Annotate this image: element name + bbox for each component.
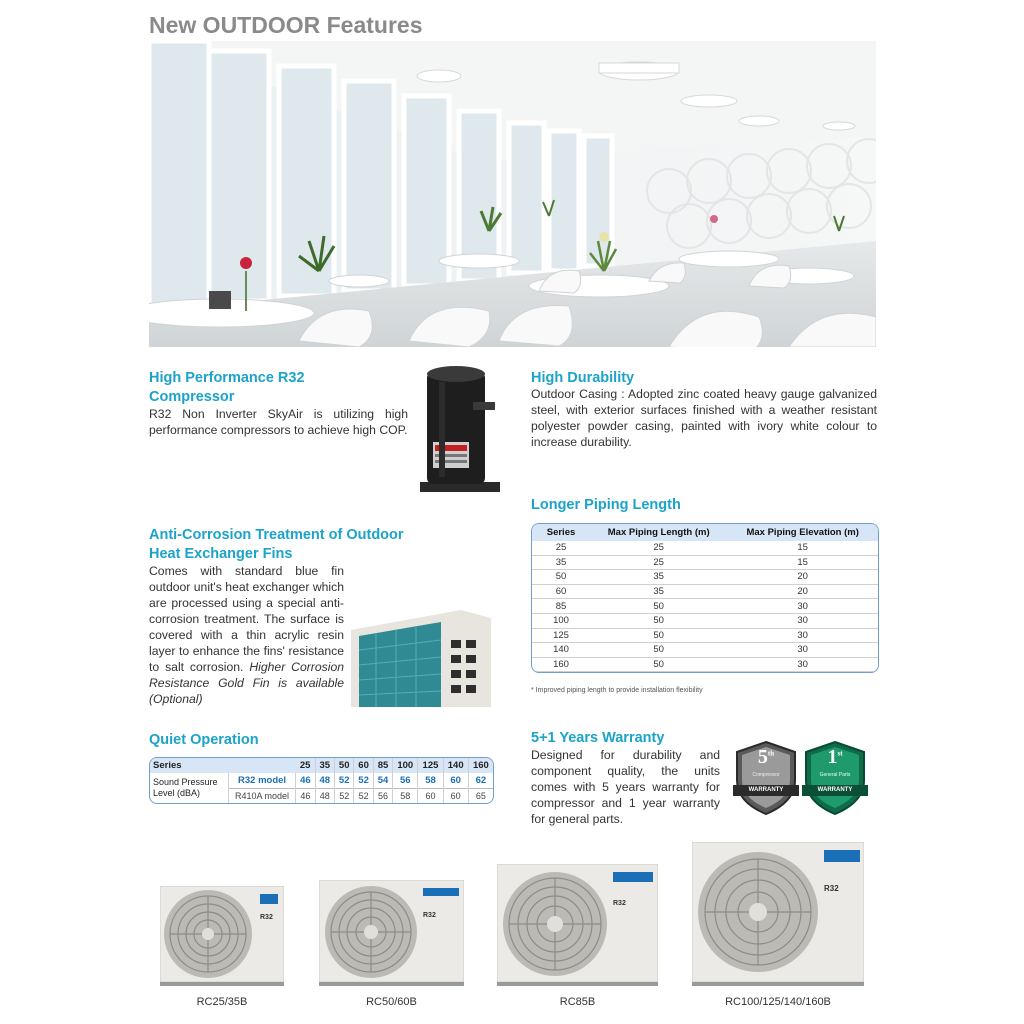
- quiet-value: 58: [393, 789, 418, 804]
- cell: 125: [532, 628, 590, 643]
- cell: 50: [590, 628, 727, 643]
- piping-table-header: [532, 524, 878, 541]
- warranty-badge1-sup: th: [767, 749, 775, 758]
- cell: 25: [590, 541, 727, 555]
- quiet-header-row: [150, 758, 493, 773]
- cell: 140: [532, 643, 590, 658]
- quiet-series: 35: [315, 758, 334, 773]
- quiet-value: 60: [443, 773, 468, 789]
- quiet-value: 56: [393, 773, 418, 789]
- cell: 100: [532, 613, 590, 628]
- quiet-series: 85: [373, 758, 392, 773]
- cell: 25: [590, 555, 727, 570]
- compressor-heading: [149, 369, 389, 407]
- cell: 15: [727, 555, 878, 570]
- durability-heading: High Durability: [531, 370, 635, 386]
- product-badge: R32: [824, 884, 839, 893]
- product-caption: RC25/35B: [196, 996, 248, 1008]
- quiet-series: 125: [418, 758, 443, 773]
- product-badge: R32: [260, 914, 273, 921]
- quiet-series-label: Series: [150, 758, 296, 773]
- quiet-value: 56: [373, 789, 392, 804]
- quiet-r32-label: R32 model: [228, 773, 295, 789]
- corrosion-heading-line1: Anti-Corrosion Treatment of Outdoor: [149, 527, 404, 543]
- quiet-value: 48: [315, 789, 334, 804]
- quiet-value: 60: [443, 789, 468, 804]
- table-row: [532, 628, 878, 643]
- warranty-heading: 5+1 Years Warranty: [531, 730, 665, 746]
- quiet-value: 46: [296, 789, 315, 804]
- table-row: [532, 643, 878, 658]
- product-caption: RC50/60B: [366, 996, 417, 1008]
- quiet-value: 65: [475, 791, 486, 801]
- cell: 20: [727, 570, 878, 585]
- quiet-value: 52: [354, 773, 373, 789]
- warranty-badge2-sup: st: [837, 749, 843, 758]
- durability-text: Outdoor Casing : Adopted zinc coated heavy gauge galvanized steel, with exterior surfaces finished with a weather resistant polyester powder casing, painted with ivory white colour to increase durability.: [531, 387, 877, 449]
- quiet-table: [149, 757, 494, 804]
- product-caption: RC85B: [559, 996, 596, 1008]
- quiet-value: 52: [335, 773, 354, 789]
- cell: 60: [532, 584, 590, 599]
- product-badge: R32: [423, 912, 436, 919]
- quiet-value: 62: [475, 775, 487, 786]
- cell: 160: [532, 657, 590, 672]
- product-badge: R32: [613, 900, 626, 907]
- cell: 85: [532, 599, 590, 614]
- compressor-heading-line2: Compressor: [149, 389, 235, 405]
- quiet-series: 50: [335, 758, 354, 773]
- hero-restaurant-image: [149, 41, 876, 347]
- quiet-row-label: [150, 773, 228, 803]
- cell: 30: [727, 599, 878, 614]
- corrosion-optional-note: Higher Corrosion Resistance Gold Fin is available (Optional): [149, 660, 344, 706]
- product-unit-rc100-160b: [692, 842, 864, 986]
- table-row: [532, 657, 878, 672]
- heat-exchanger-image: [351, 610, 491, 707]
- quiet-series: 160: [468, 758, 493, 773]
- quiet-value: 48: [315, 773, 334, 789]
- warranty-text: Designed for durability and component quality, the units comes with 5 years warranty for compressor and 1 year warranty for general parts.: [531, 748, 720, 826]
- warranty-badge-compressor: [733, 740, 799, 816]
- corrosion-heading: [149, 526, 449, 564]
- cell: 30: [727, 613, 878, 628]
- quiet-value: 52: [335, 789, 354, 804]
- cell: 30: [727, 628, 878, 643]
- warranty-badge2-ribbon: WARRANTY: [817, 787, 853, 793]
- cell: 30: [727, 643, 878, 658]
- warranty-badge1-ribbon: WARRANTY: [748, 787, 784, 793]
- product-unit-rc25-35b: [160, 886, 284, 986]
- piping-col-length: Max Piping Length (m): [590, 524, 727, 541]
- cell: 50: [590, 599, 727, 614]
- compressor-text: R32 Non Inverter SkyAir is utilizing high performance compressors to achieve high COP.: [149, 407, 408, 437]
- product-unit-rc85b: [497, 864, 658, 986]
- cell: 15: [727, 541, 878, 555]
- quiet-value: 58: [418, 773, 443, 789]
- piping-table: [531, 523, 879, 673]
- cell: 50: [590, 613, 727, 628]
- table-row: [532, 555, 878, 570]
- quiet-series: 100: [393, 758, 418, 773]
- compressor-heading-line1: High Performance R32: [149, 370, 305, 386]
- cell: 50: [532, 570, 590, 585]
- warranty-badge2-number: 1: [827, 746, 838, 768]
- cell: 50: [590, 657, 727, 672]
- piping-heading: Longer Piping Length: [531, 497, 681, 513]
- cell: 20: [727, 584, 878, 599]
- quiet-value: 52: [354, 789, 373, 804]
- warranty-badge-general-parts: [802, 740, 868, 816]
- quiet-series: 140: [443, 758, 468, 773]
- quiet-value: 54: [373, 773, 392, 789]
- cell: 35: [590, 584, 727, 599]
- quiet-r410a-label: R410A model: [228, 789, 295, 804]
- cell: 35: [590, 570, 727, 585]
- table-row: [532, 584, 878, 599]
- table-row: [532, 541, 878, 555]
- quiet-value: 60: [418, 789, 443, 804]
- warranty-badge1-number: 5: [757, 746, 768, 768]
- cell: 50: [590, 643, 727, 658]
- cell: 35: [532, 555, 590, 570]
- piping-col-series: Series: [532, 524, 590, 541]
- table-row: [532, 570, 878, 585]
- quiet-r32-row: [150, 773, 493, 789]
- quiet-row-label-line2: Level (dBA): [153, 788, 201, 798]
- piping-col-elevation: Max Piping Elevation (m): [727, 524, 878, 541]
- corrosion-heading-line2: Heat Exchanger Fins: [149, 546, 293, 562]
- compressor-image: [415, 362, 505, 497]
- quiet-value: 46: [296, 773, 315, 789]
- cell: 30: [727, 657, 878, 672]
- piping-note: * Improved piping length to provide installation flexibility: [531, 687, 703, 694]
- product-caption: RC100/125/140/160B: [725, 996, 831, 1008]
- quiet-row-label-line1: Sound Pressure: [153, 777, 218, 787]
- cell: 25: [532, 541, 590, 555]
- quiet-heading: Quiet Operation: [149, 732, 259, 748]
- quiet-series: 25: [296, 758, 315, 773]
- corrosion-text: [149, 563, 344, 707]
- product-unit-rc50-60b: [319, 880, 464, 986]
- warranty-badge2-sub: General Parts: [819, 772, 851, 778]
- quiet-series: 60: [354, 758, 373, 773]
- page-title: New OUTDOOR Features: [149, 12, 423, 38]
- warranty-badge1-sub: Compressor: [752, 772, 780, 778]
- table-row: [532, 599, 878, 614]
- table-row: [532, 613, 878, 628]
- corrosion-body: Comes with standard blue fin outdoor unit's heat exchanger which are processed using a special anti-corrosion treatment. The surface is covered with a thin acrylic resin layer to enhance the fins' resistance to salt corrosion.: [149, 564, 344, 674]
